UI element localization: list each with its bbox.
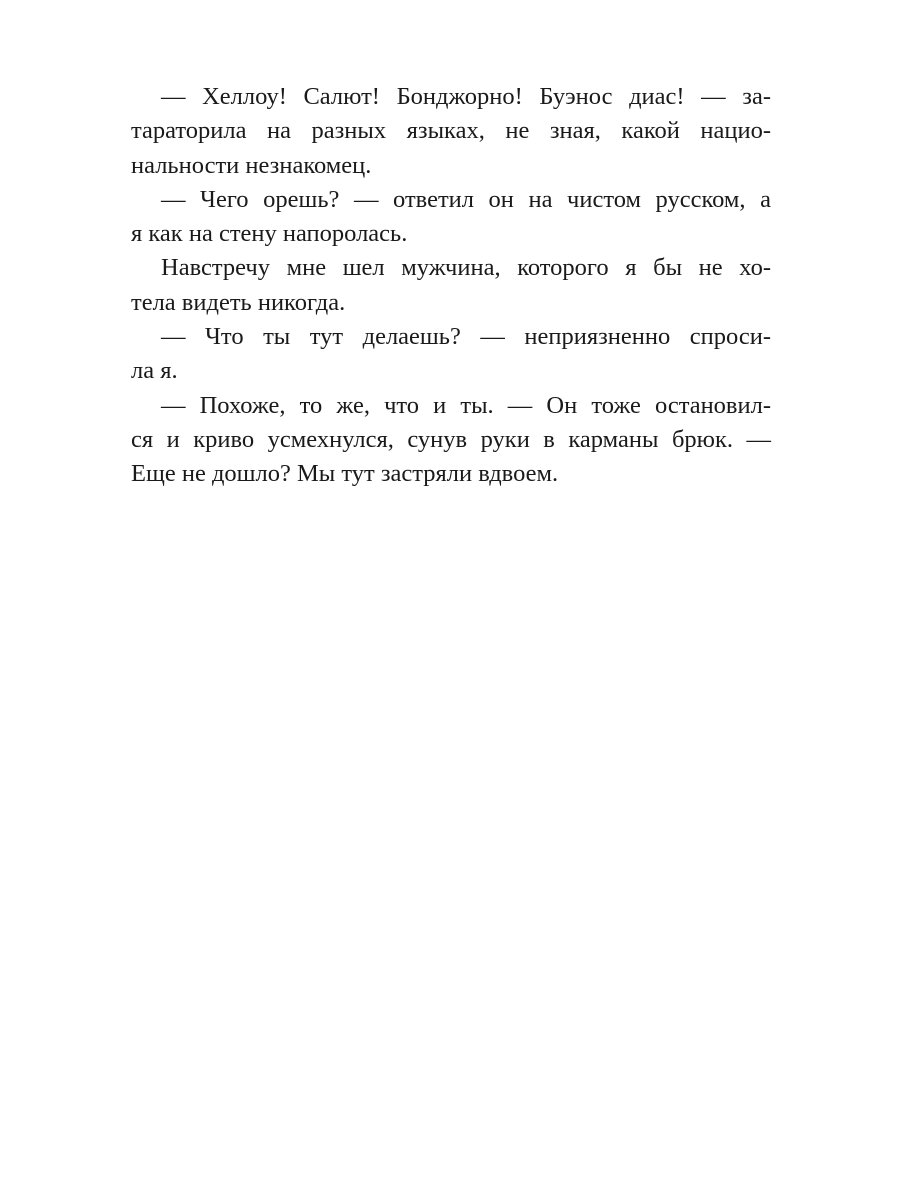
text-line: — Что ты тут делаешь? — неприязненно спроси- [161,323,771,351]
text-line: тараторила на разных языках, не зная, какой нацио- [131,117,771,145]
text-line: Навстречу мне шел мужчина, которого я бы не хо- [161,254,771,282]
text-line: тела видеть никогда. [131,288,346,316]
text-line: ла я. [131,357,178,385]
paragraph-1 [131,80,771,183]
text-body [131,80,771,492]
paragraph-5 [131,389,771,492]
paragraph-3 [131,251,771,320]
text-line: — Хеллоу! Салют! Бонджорно! Буэнос диас! — за- [161,83,771,110]
text-line: ся и криво усмехнулся, сунув руки в карманы брюк. — [131,425,771,453]
text-line: — Похоже, то же, что и ты. — Он тоже остановил- [161,391,771,419]
text-line: я как на стену напоролась. [131,220,408,248]
text-line: нальности незнакомец. [131,151,372,179]
text-line: Еще не дошло? Мы тут застряли вдвоем. [131,460,559,488]
paragraph-2 [131,183,771,252]
paragraph-4 [131,320,771,389]
text-line: — Чего орешь? — ответил он на чистом русском, а [161,185,771,213]
